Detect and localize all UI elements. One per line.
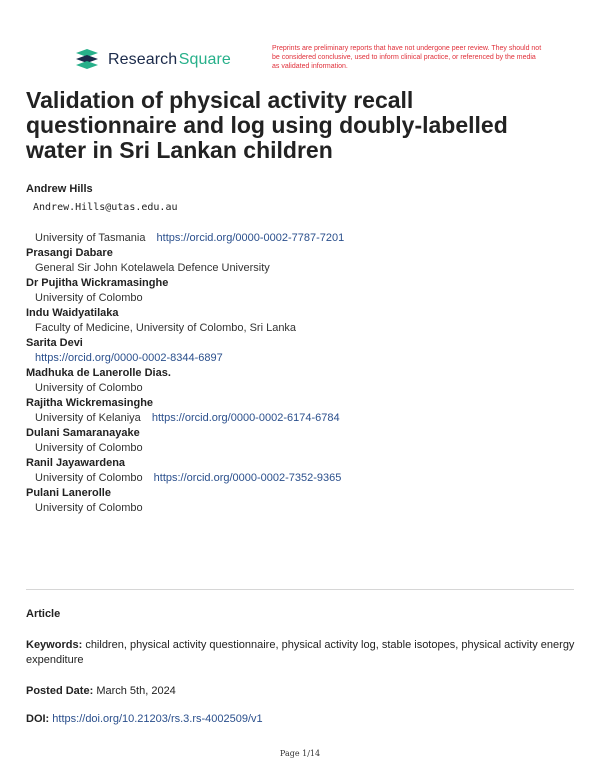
author-name: Madhuka de Lanerolle Dias. <box>26 367 171 379</box>
author-name: Dulani Samaranayake <box>26 427 140 439</box>
author-email[interactable]: Andrew.Hills@utas.edu.au <box>33 202 178 213</box>
author-affiliation: University of Colombo <box>35 292 143 304</box>
author-affiliation: General Sir John Kotelawela Defence University <box>35 262 270 274</box>
author-affiliation: University of Colombo <box>35 472 143 484</box>
author-block <box>26 306 576 336</box>
author-affiliation: University of Colombo <box>35 502 143 514</box>
logo-wordmark <box>108 51 231 69</box>
author-block <box>26 366 576 396</box>
author-affiliation-line <box>26 471 576 486</box>
author-block <box>26 276 576 306</box>
author-block <box>26 486 576 516</box>
article-type: Article <box>26 608 61 620</box>
author-affiliation-line <box>26 411 576 426</box>
author-block <box>26 182 576 246</box>
author-block <box>26 426 576 456</box>
author-affiliation: University of Tasmania <box>35 232 146 244</box>
author-affiliation-line <box>26 291 576 306</box>
doi-label: DOI: <box>26 713 50 725</box>
keywords <box>26 638 576 668</box>
author-name: Andrew Hills <box>26 183 93 195</box>
author-orcid-link[interactable]: https://orcid.org/0000-0002-7787-7201 <box>156 232 345 244</box>
doi-link[interactable]: https://doi.org/10.21203/rs.3.rs-4002509/v1 <box>52 713 263 725</box>
author-affiliation-line <box>26 501 576 516</box>
author-name: Rajitha Wickremasinghe <box>26 397 154 409</box>
keywords-label: Keywords: <box>26 639 83 651</box>
preprint-notice: Preprints are preliminary reports that have not undergone peer review. They should not be considered conclusive, used to inform clinical practice, or referenced by the media as validated information. <box>272 45 542 70</box>
author-affiliation: University of Colombo <box>35 382 143 394</box>
author-affiliation-line <box>26 381 576 396</box>
author-name: Ranil Jayawardena <box>26 457 126 469</box>
author-orcid-link[interactable]: https://orcid.org/0000-0002-7352-9365 <box>153 472 342 484</box>
author-affiliation-line <box>26 231 576 246</box>
logo-text-main: Research <box>108 51 178 68</box>
author-list <box>26 182 576 516</box>
research-square-logo[interactable] <box>74 47 231 73</box>
author-affiliation-line <box>26 351 576 366</box>
section-divider <box>26 589 574 590</box>
research-square-logo-icon <box>74 47 100 73</box>
author-block <box>26 336 576 366</box>
author-name: Prasangi Dabare <box>26 247 113 259</box>
author-affiliation-line <box>26 321 576 336</box>
author-name: Dr Pujitha Wickramasinghe <box>26 277 169 289</box>
posted-date <box>26 685 176 697</box>
posted-date-label: Posted Date: <box>26 685 94 697</box>
author-name: Pulani Lanerolle <box>26 487 111 499</box>
logo-text-accent: Square <box>178 51 231 68</box>
author-block <box>26 396 576 426</box>
keywords-value: children, physical activity questionnaire, physical activity log, stable isotopes, physical activity energy expenditure <box>26 639 575 666</box>
author-block <box>26 246 576 276</box>
author-affiliation: University of Kelaniya <box>35 412 141 424</box>
author-affiliation: University of Colombo <box>35 442 143 454</box>
author-orcid-link[interactable]: https://orcid.org/0000-0002-8344-6897 <box>35 352 223 364</box>
author-orcid-link[interactable]: https://orcid.org/0000-0002-6174-6784 <box>151 412 340 424</box>
author-name: Indu Waidyatilaka <box>26 307 119 319</box>
author-affiliation: Faculty of Medicine, University of Colombo, Sri Lanka <box>35 322 297 334</box>
paper-title: Validation of physical activity recall questionnaire and log using doubly-labelled water in Sri Lankan children <box>26 87 508 163</box>
page-number: Page 1/14 <box>279 749 321 758</box>
author-name: Sarita Devi <box>26 337 83 349</box>
author-block <box>26 456 576 486</box>
author-affiliation-line <box>26 261 576 276</box>
doi <box>26 713 263 725</box>
author-affiliation-line <box>26 441 576 456</box>
posted-date-value: March 5th, 2024 <box>96 685 176 697</box>
